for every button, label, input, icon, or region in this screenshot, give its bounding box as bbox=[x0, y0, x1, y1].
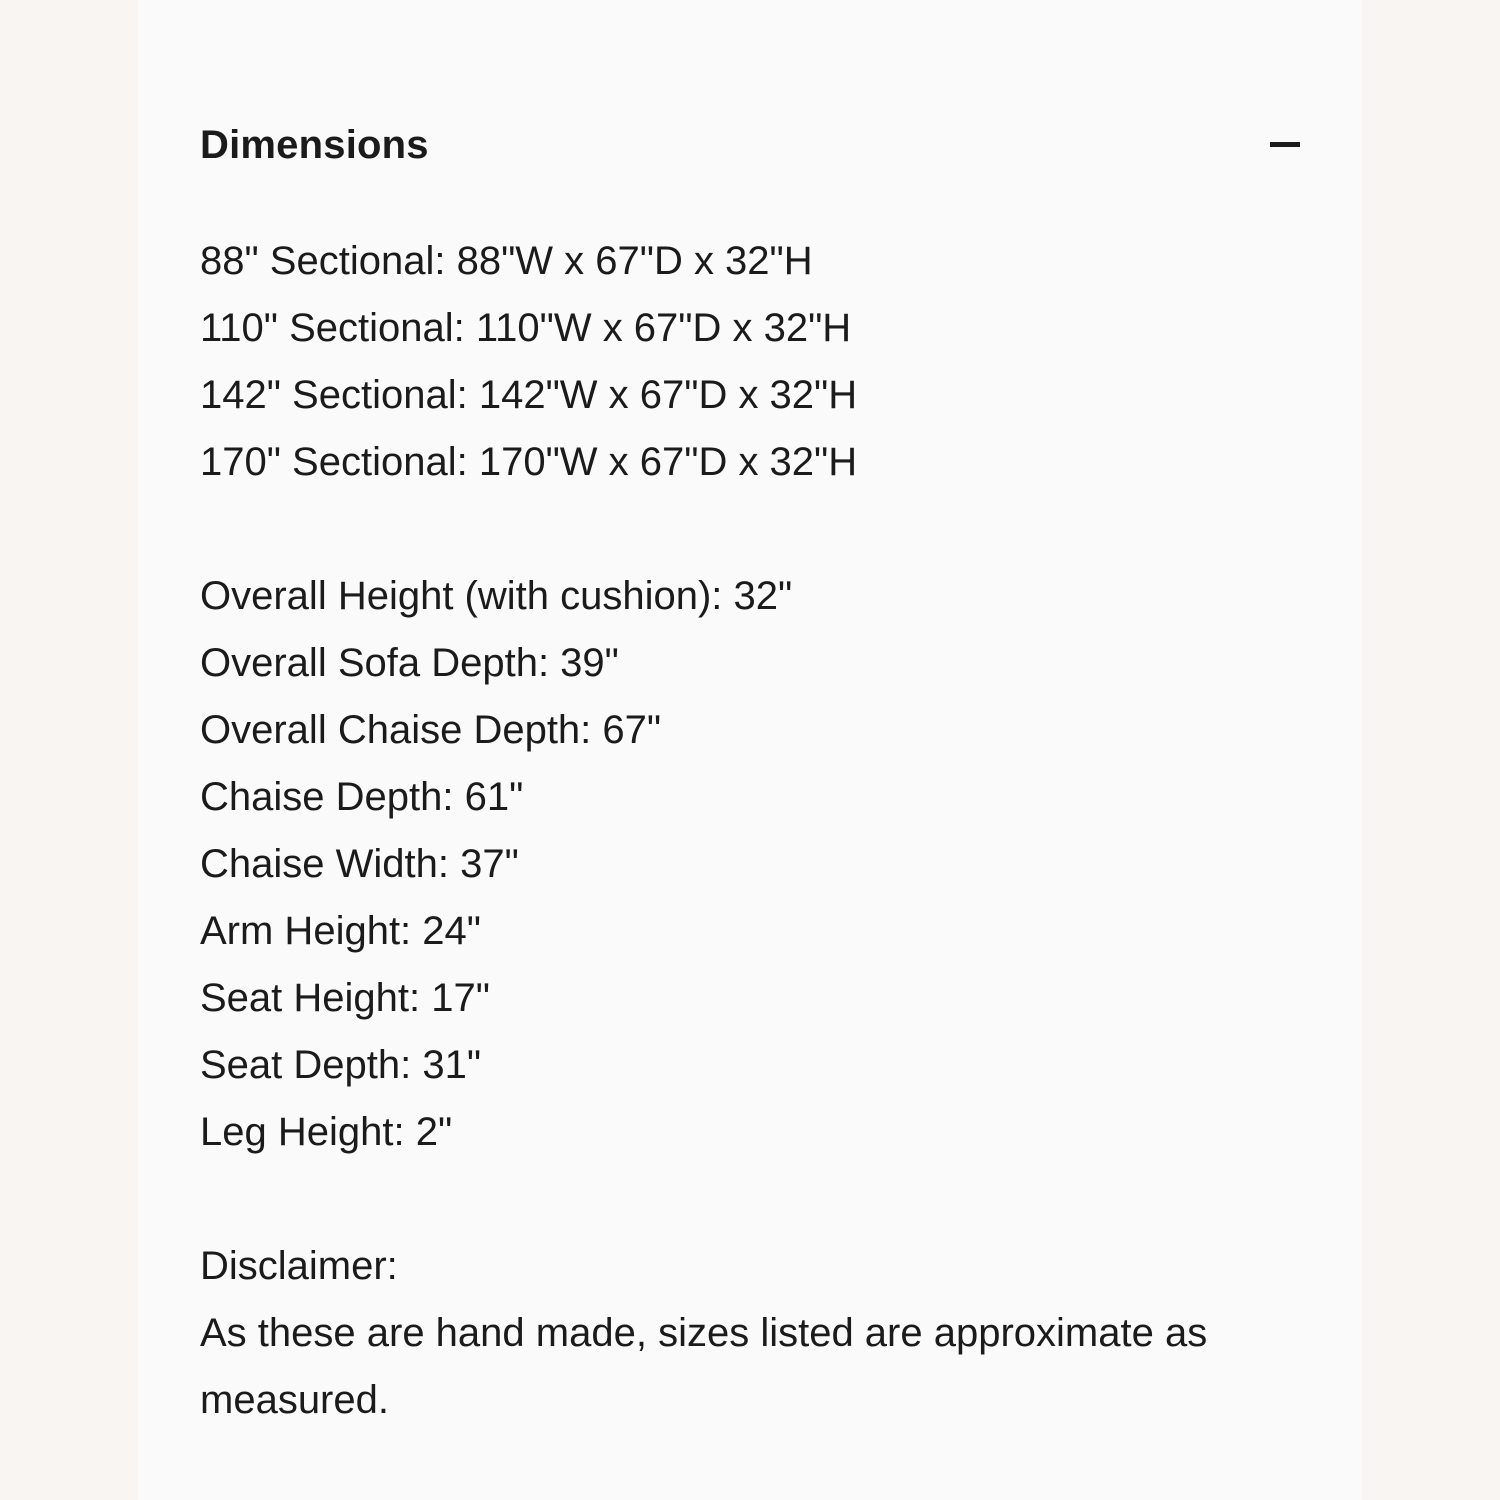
accordion-body bbox=[200, 228, 1302, 1434]
blank-line bbox=[200, 1166, 1302, 1233]
measurement-line: Overall Chaise Depth: 67" bbox=[200, 708, 662, 752]
measurement-line: Overall Height (with cushion): 32" bbox=[200, 574, 793, 618]
measurement-line: Chaise Width: 37" bbox=[200, 842, 519, 886]
sectional-dimension: 110" Sectional: 110"W x 67"D x 32"H bbox=[200, 306, 852, 350]
sectional-dimension: 170" Sectional: 170"W x 67"D x 32"H bbox=[200, 440, 858, 484]
disclaimer-text: As these are hand made, sizes listed are approximate as measured. bbox=[200, 1311, 1208, 1422]
measurement-line: Seat Height: 17" bbox=[200, 976, 490, 1020]
collapse-button[interactable] bbox=[1258, 123, 1302, 167]
measurement-line: Overall Sofa Depth: 39" bbox=[200, 641, 619, 685]
minus-icon bbox=[1270, 142, 1300, 147]
blank-line bbox=[200, 496, 1302, 563]
sectional-dimension: 88" Sectional: 88"W x 67"D x 32"H bbox=[200, 239, 813, 283]
measurement-line: Leg Height: 2" bbox=[200, 1110, 453, 1154]
measurement-line: Seat Depth: 31" bbox=[200, 1043, 482, 1087]
measurement-line: Chaise Depth: 61" bbox=[200, 775, 524, 819]
measurement-line: Arm Height: 24" bbox=[200, 909, 481, 953]
accordion-title: Dimensions bbox=[200, 123, 429, 167]
accordion-header[interactable] bbox=[200, 118, 1302, 172]
dimensions-panel bbox=[138, 0, 1362, 1500]
disclaimer-label: Disclaimer: bbox=[200, 1244, 398, 1288]
sectional-dimension: 142" Sectional: 142"W x 67"D x 32"H bbox=[200, 373, 858, 417]
